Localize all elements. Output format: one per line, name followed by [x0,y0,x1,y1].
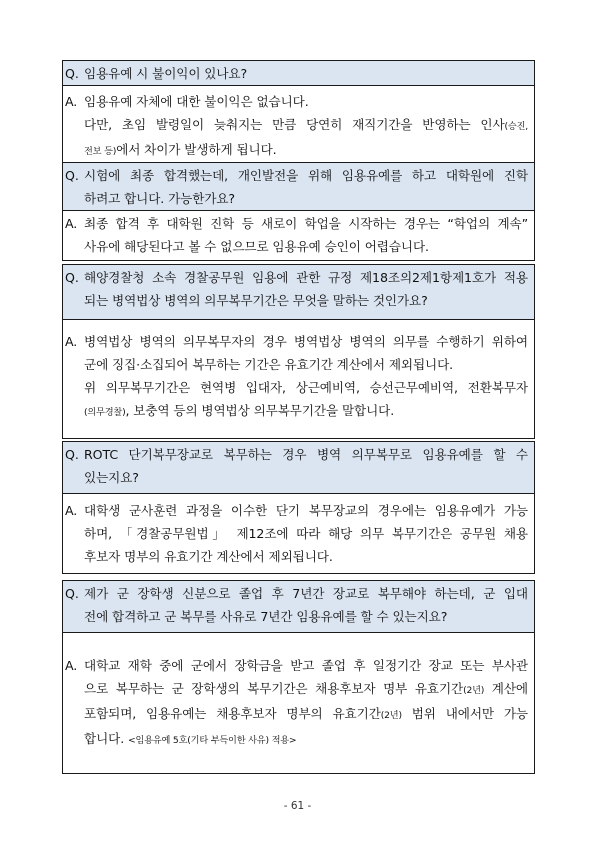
answer-line: 병역법상 병역의 의무복무자의 경우 병역법상 병역의 의무를 수행하기 위하여 [84,334,528,349]
qa-box-4 [62,441,535,574]
a-prefix: A. [65,94,78,109]
question-line: 하려고 합니다. 가능한가요? [84,191,236,206]
question [63,163,534,211]
question-text: 임용유예 시 불이익이 있나요? [84,66,248,81]
answer-line: 위 의무복무기간은 현역병 입대자, 상근예비역, 승선근무예비역, 전환복무자 [84,380,528,395]
a-prefix: A. [65,503,78,518]
a-prefix: A. [65,334,78,349]
q-prefix: Q. [65,447,79,462]
answer-line: 임용유예 자체에 대한 불이익은 없습니다. [84,94,309,109]
answer [63,211,534,260]
q-prefix: Q. [65,270,79,285]
qa-box-3 [62,264,535,439]
answer-line: 합니다. <임용유예 5호(기타 부득이한 사유) 적용> [84,731,297,746]
answer [63,86,534,167]
question [63,265,534,320]
a-prefix: A. [65,658,78,673]
answer-line: 포함되며, 임용유예는 채용후보자 명부의 유효기간(2년) 범위 내에서만 가능 [84,706,528,721]
page-number: - 61 - [283,800,312,812]
question [63,581,534,633]
q-prefix: Q. [65,586,79,601]
answer-line: 대학생 군사훈련 과정을 이수한 단기 복무장교의 경우에는 임용유예가 가능 [84,503,528,518]
answer-line: 최종 합격 후 대학원 진학 등 새로이 학업을 시작하는 경우는 “학업의 계속” [84,216,528,231]
question-line: 있는지요? [84,470,139,485]
qa-box-1 [62,60,535,168]
qa-box-2 [62,162,535,261]
question-line: ROTC 단기복무장교로 복무하는 경우 병역 의무복무로 임용유예를 할 수 [84,447,528,462]
question [63,442,534,494]
answer-line: (의무경찰), 보충역 등의 병역법상 의무복무기간을 말합니다. [84,403,395,418]
question-line: 제가 군 장학생 신분으로 졸업 후 7년간 장교로 복무해야 하는데, 군 입대 [84,586,528,601]
answer-line: 대학교 재학 중에 군에서 장학금을 받고 졸업 후 일정기간 장교 또는 부사관 [84,658,528,673]
answer [63,494,534,573]
q-prefix: Q. [65,66,79,81]
a-prefix: A. [65,216,78,231]
q-prefix: Q. [65,168,79,183]
answer-line: 후보자 명부의 유효기간 계산에서 제외됩니다. [84,549,333,564]
answer [63,633,534,773]
answer [63,320,534,438]
question [63,61,534,86]
answer-line: 사유에 해당된다고 볼 수 없으므로 임용유예 승인이 어렵습니다. [84,239,429,254]
answer-line: 하며, 「경찰공무원법」 제12조에 따라 해당 의무 복무기간은 공무원 채용 [84,526,528,541]
answer-line: 군에 징집·소집되어 복무하는 기간은 유효기간 계산에서 제외됩니다. [84,357,454,372]
question-line: 해양경찰청 소속 경찰공무원 임용에 관한 규정 제18조의2제1항제1호가 적용 [84,270,528,285]
answer-line: 으로 복무하는 군 장학생의 복무기간은 채용후보자 명부 유효기간(2년) 계산에 [84,681,529,696]
answer-line: 전보 등)에서 차이가 발생하게 됩니다. [84,142,277,157]
question-line: 전에 합격하고 군 복무를 사유로 7년간 임용유예를 할 수 있는지요? [84,609,448,624]
question-line: 시험에 최종 합격했는데, 개인발전을 위해 임용유예를 하고 대학원에 진학 [84,168,528,183]
qa-box-5 [62,580,535,774]
question-line: 되는 병역법상 병역의 의무복무기간은 무엇을 말하는 것인가요? [84,293,428,308]
answer-line: 다만, 초임 발령일이 늦춰지는 만큼 당연히 재직기간을 반영하는 인사(승진, [84,117,528,132]
